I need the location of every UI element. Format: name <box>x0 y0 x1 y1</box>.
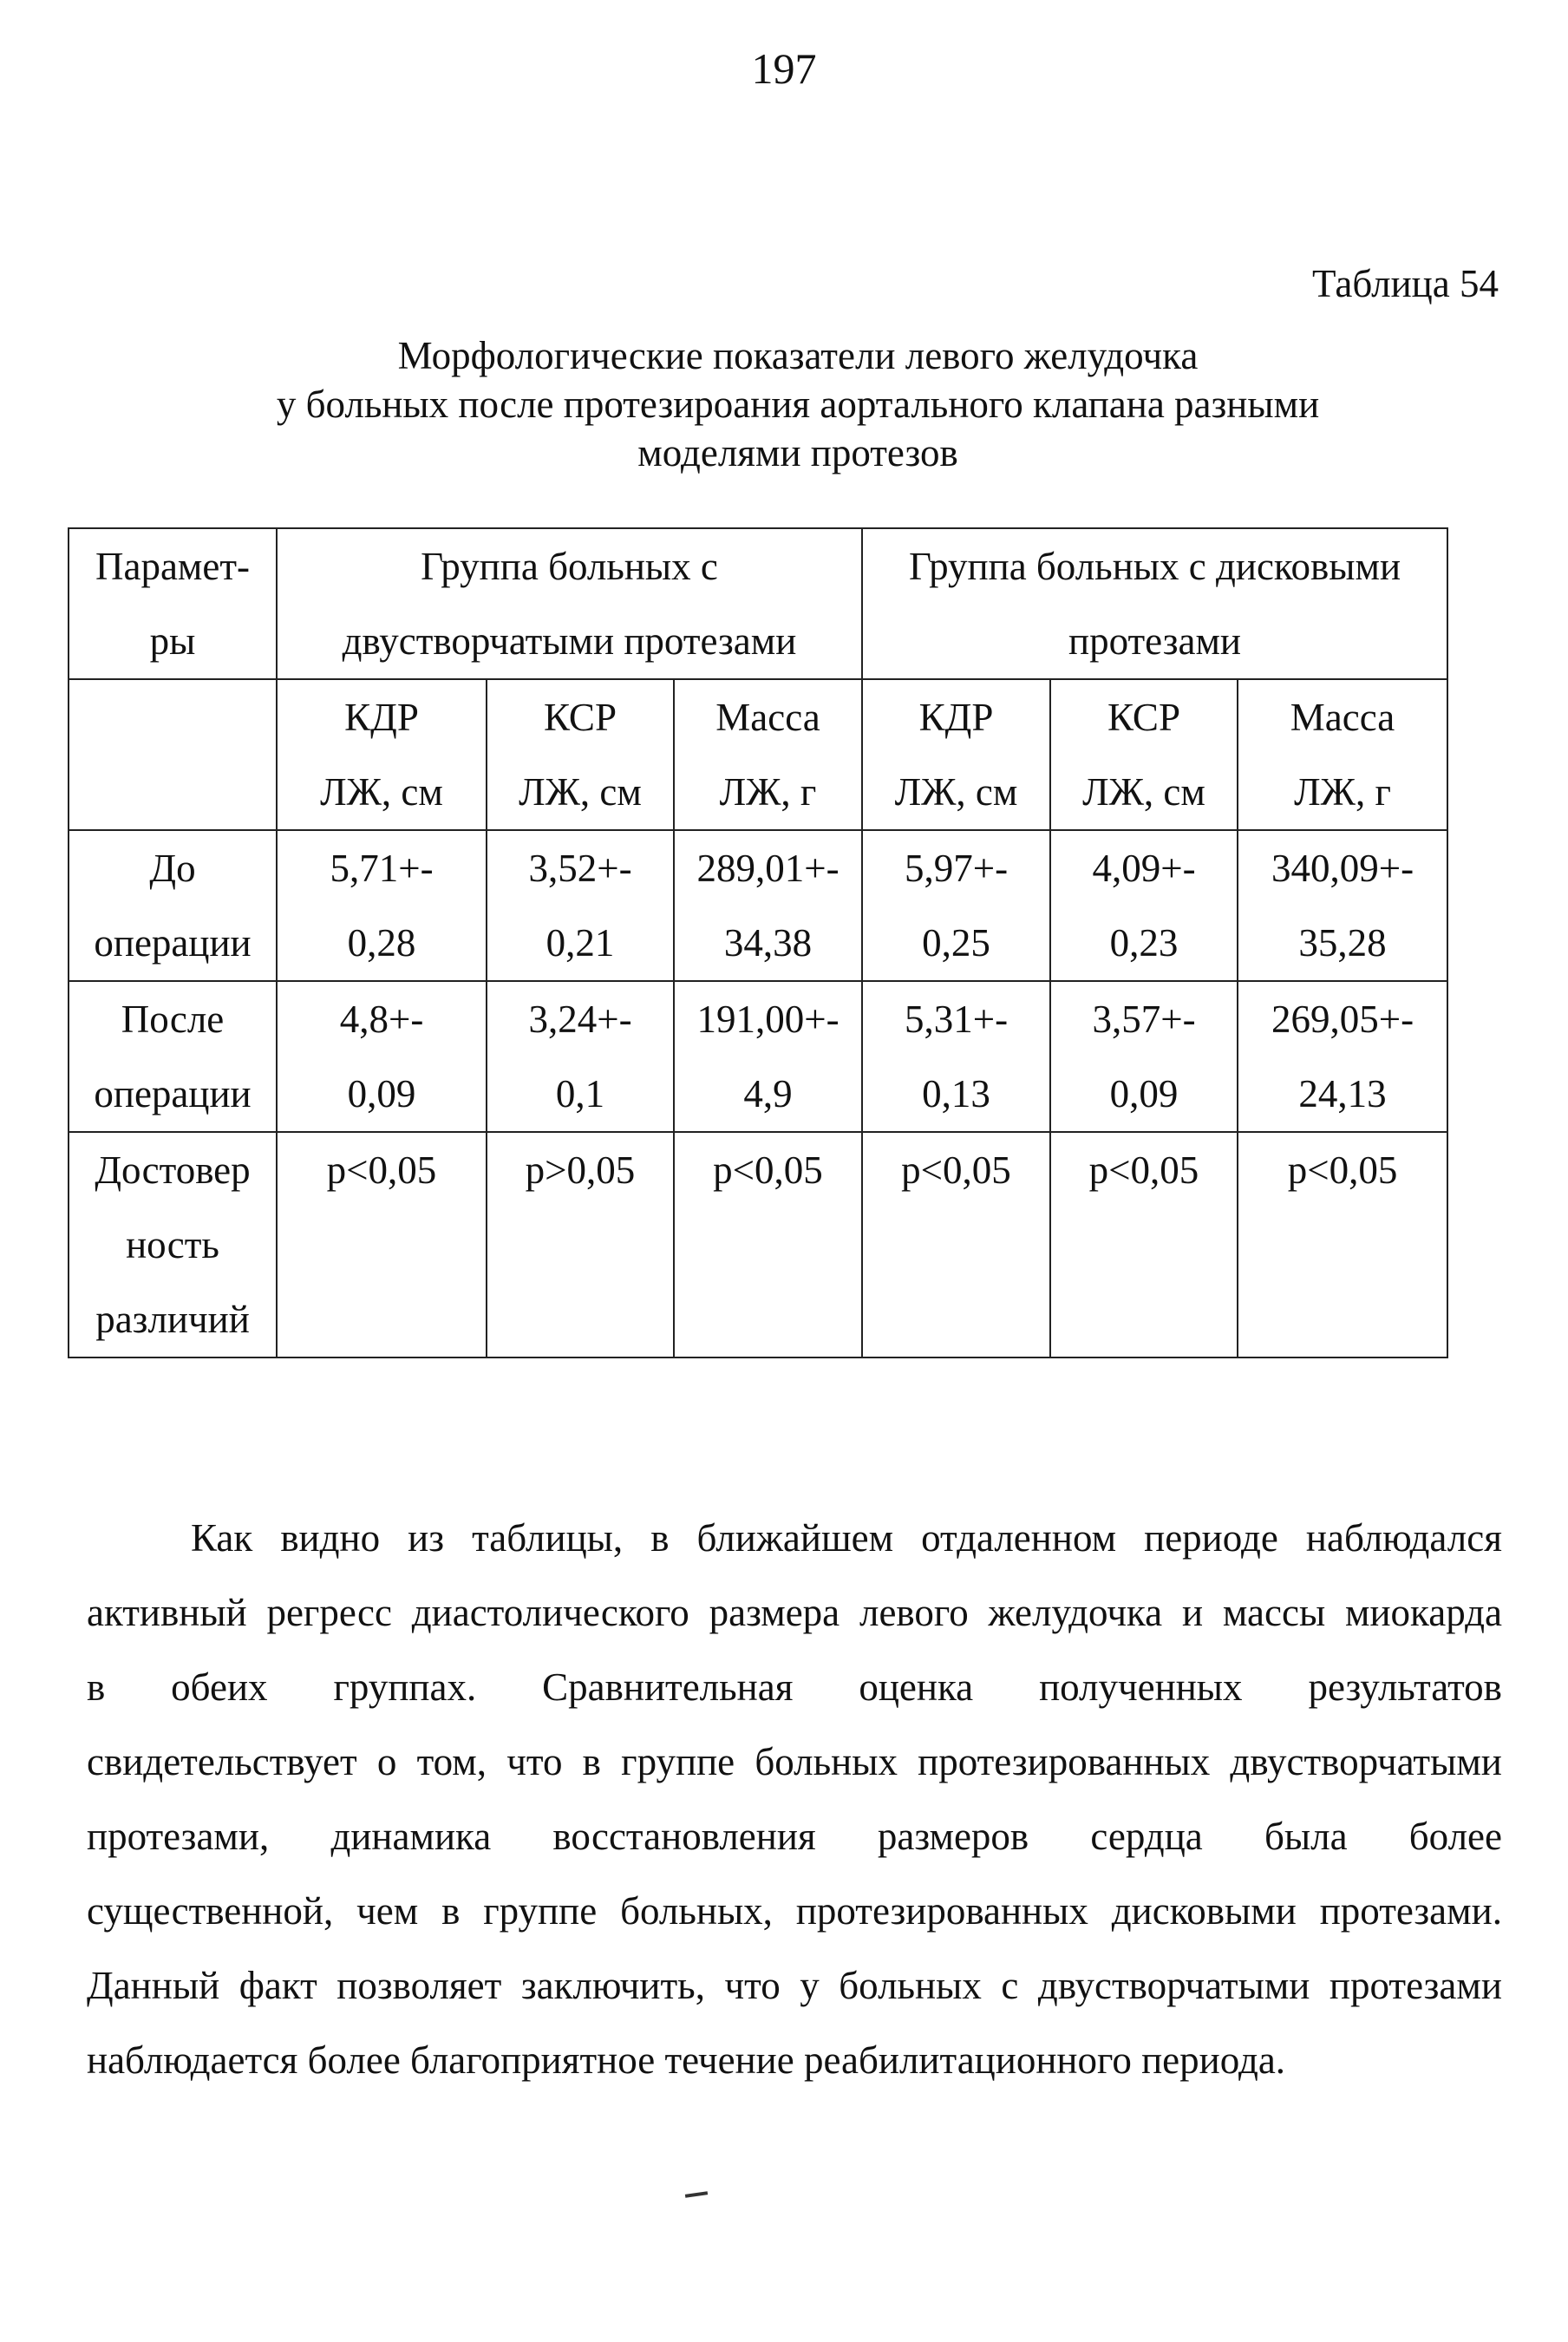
value-cell <box>487 830 674 981</box>
cell-line: различий <box>95 1298 250 1341</box>
cell-line: ры <box>149 619 196 663</box>
paragraph-word: миокарда <box>1345 1591 1502 1634</box>
value-cell <box>1238 981 1447 1132</box>
empty-cell <box>69 679 277 830</box>
paragraph-word: динамика <box>330 1815 492 1858</box>
cell-line: 4,8+- <box>339 998 424 1041</box>
table-header-row <box>69 528 1447 679</box>
cell-line: После <box>121 998 225 1041</box>
value-cell <box>674 830 862 981</box>
paragraph-word: была <box>1264 1815 1348 1858</box>
value-cell <box>1050 981 1238 1132</box>
cell-line: p<0,05 <box>1287 1148 1398 1192</box>
paragraph-word: протезированных <box>795 1889 1088 1933</box>
paragraph-word: в <box>582 1740 601 1783</box>
cell-line: 24,13 <box>1298 1072 1387 1115</box>
paragraph-word: активный <box>87 1591 247 1634</box>
cell-line: Масса <box>715 696 820 739</box>
paragraph-word: из <box>408 1516 445 1560</box>
cell-line: p>0,05 <box>525 1148 636 1192</box>
paragraph-word: протезами, <box>87 1815 270 1858</box>
paragraph-word: размеров <box>877 1815 1029 1858</box>
paragraph-word: протезированных <box>918 1740 1211 1783</box>
cell-line: 0,09 <box>1109 1072 1179 1115</box>
paragraph-line <box>87 1874 1502 1948</box>
cell-line: 3,52+- <box>528 847 632 890</box>
cell-line: 0,1 <box>555 1072 605 1115</box>
cell-line: p<0,05 <box>901 1148 1011 1192</box>
cell-line: 0,25 <box>922 921 990 965</box>
param-header-cell <box>69 528 277 679</box>
cell-line: До <box>149 847 196 890</box>
table-subheader-row <box>69 679 1447 830</box>
paragraph-word: группе <box>483 1889 598 1933</box>
paragraph-word: двустворчатыми <box>1037 1964 1310 2007</box>
cell-line: 0,09 <box>347 1072 416 1115</box>
paragraph-word: оценка <box>859 1665 974 1709</box>
cell-line: 3,57+- <box>1092 998 1196 1041</box>
cell-line: ЛЖ, см <box>894 770 1018 814</box>
paragraph-word: больных, <box>620 1889 773 1933</box>
paragraph-word: о <box>376 1740 397 1783</box>
paragraph-word: желудочка <box>988 1591 1163 1634</box>
table-row <box>69 981 1447 1132</box>
paragraph-line <box>87 1575 1502 1650</box>
paragraph-word: существенной, <box>87 1889 334 1933</box>
paragraph-word: диастолического <box>411 1591 689 1634</box>
paragraph-word: в <box>87 1665 106 1709</box>
paragraph-line <box>87 1799 1502 1874</box>
group-header-bileaflet <box>277 528 862 679</box>
value-cell <box>862 981 1050 1132</box>
cell-line: операции <box>94 921 252 965</box>
paragraph-word: двустворчатыми <box>1230 1740 1502 1783</box>
paragraph-word: полученных <box>1039 1665 1243 1709</box>
data-table <box>68 527 1448 1358</box>
cell-line: ЛЖ, см <box>519 770 642 814</box>
subheader-cell <box>1238 679 1447 830</box>
paragraph-word: обеих <box>171 1665 268 1709</box>
value-cell <box>277 1132 487 1357</box>
cell-line: Парамет- <box>95 545 251 588</box>
paragraph-word: отдаленном <box>921 1516 1117 1560</box>
cell-line: КСР <box>544 696 617 739</box>
cell-line: 0,28 <box>347 921 416 965</box>
paragraph-word: ближайшем <box>696 1516 894 1560</box>
page-number: 197 <box>751 44 817 93</box>
paragraph-word: с <box>1001 1964 1019 2007</box>
paragraph-word: группе <box>621 1740 735 1783</box>
paragraph-line <box>87 1650 1502 1724</box>
subheader-cell <box>862 679 1050 830</box>
paragraph-word: заключить, <box>520 1964 705 2007</box>
paragraph-word: том, <box>416 1740 487 1783</box>
cell-line: Группа больных с <box>421 545 718 588</box>
value-cell <box>277 830 487 981</box>
subheader-cell <box>487 679 674 830</box>
paragraph-line <box>87 2023 1502 2097</box>
value-cell <box>674 981 862 1132</box>
value-cell <box>862 830 1050 981</box>
cell-line: 269,05+- <box>1271 998 1414 1041</box>
table-caption <box>199 331 1396 477</box>
cell-line: операции <box>94 1072 252 1115</box>
cell-line: ЛЖ, г <box>719 770 817 814</box>
value-cell <box>487 981 674 1132</box>
cell-line: 4,9 <box>743 1072 793 1115</box>
table-label: Таблица 54 <box>1312 262 1499 305</box>
paragraph-word: и <box>1181 1591 1204 1634</box>
row-label-cell <box>69 1132 277 1357</box>
cell-line: двустворчатыми протезами <box>342 619 797 663</box>
cell-line: 0,23 <box>1109 921 1179 965</box>
paragraph-word: в <box>441 1889 461 1933</box>
cell-line: КДР <box>344 696 419 739</box>
value-cell <box>1238 1132 1447 1357</box>
paragraph-line <box>87 1948 1502 2023</box>
value-cell <box>487 1132 674 1357</box>
paragraph-word: дисковыми <box>1111 1889 1297 1933</box>
cell-line: ЛЖ, г <box>1294 770 1391 814</box>
group-header-disc <box>862 528 1447 679</box>
subheader-cell <box>277 679 487 830</box>
paragraph-word: видно <box>280 1516 381 1560</box>
paragraph-word: размера <box>709 1591 840 1634</box>
cell-line: p<0,05 <box>713 1148 823 1192</box>
cell-line: 340,09+- <box>1271 847 1414 890</box>
cell-line: ЛЖ, см <box>320 770 443 814</box>
paragraph-word: Данный <box>87 1964 220 2007</box>
paragraph-word: в <box>650 1516 670 1560</box>
paragraph-word: регресс <box>266 1591 392 1634</box>
paragraph-word: что <box>724 1964 781 2007</box>
paragraph-word: у <box>800 1964 820 2007</box>
cell-line: 4,09+- <box>1092 847 1196 890</box>
value-cell <box>1050 1132 1238 1357</box>
value-cell <box>1238 830 1447 981</box>
cell-line: 34,38 <box>723 921 813 965</box>
paragraph-word: что <box>506 1740 563 1783</box>
paragraph-word: левого <box>859 1591 969 1634</box>
cell-line: Масса <box>1290 696 1395 739</box>
cell-line: 5,71+- <box>330 847 434 890</box>
paragraph-word: чем <box>356 1889 419 1933</box>
cell-line: протезами <box>1068 619 1241 663</box>
cell-line: Достовер <box>95 1148 251 1192</box>
row-label-cell <box>69 981 277 1132</box>
cell-line: КДР <box>918 696 994 739</box>
paragraph-word: протезами <box>1329 1964 1502 2007</box>
table-row <box>69 830 1447 981</box>
paragraph-word: наблюдался <box>1305 1516 1502 1560</box>
paragraph-word: больных <box>839 1964 982 2007</box>
cell-line: 289,01+- <box>696 847 840 890</box>
paragraph-word: больных <box>755 1740 898 1783</box>
cell-line: ЛЖ, см <box>1082 770 1205 814</box>
scan-mark <box>685 2191 708 2198</box>
paragraph-word: восстановления <box>552 1815 816 1858</box>
cell-line: 3,24+- <box>528 998 632 1041</box>
cell-line: 0,21 <box>546 921 615 965</box>
paragraph-word: более <box>1408 1815 1502 1858</box>
value-cell <box>277 981 487 1132</box>
cell-line: 35,28 <box>1298 921 1387 965</box>
paragraph-word: факт <box>238 1964 317 2007</box>
row-label-cell <box>69 830 277 981</box>
paragraph-line <box>87 1724 1502 1799</box>
paragraph-word: таблицы, <box>472 1516 624 1560</box>
paragraph-word: результатов <box>1308 1665 1502 1709</box>
caption-line: у больных после протезироания аортального клапана разными <box>276 383 1320 426</box>
paragraph-line <box>87 1501 1502 1575</box>
paragraph-word: сердца <box>1090 1815 1203 1858</box>
paragraph-word: группах. <box>333 1665 477 1709</box>
paragraph-word: позволяет <box>336 1964 502 2007</box>
cell-line: 5,31+- <box>904 998 1009 1041</box>
cell-line: p<0,05 <box>1088 1148 1199 1192</box>
paragraph-word: периоде <box>1144 1516 1278 1560</box>
paragraph-word: Сравнительная <box>542 1665 794 1709</box>
cell-line: 0,13 <box>922 1072 990 1115</box>
cell-line: 5,97+- <box>904 847 1009 890</box>
paragraph-text: наблюдается более благоприятное течение реабилитационного периода. <box>87 2038 1286 2082</box>
value-cell <box>862 1132 1050 1357</box>
paragraph-word: массы <box>1222 1591 1326 1634</box>
cell-line: 191,00+- <box>696 998 840 1041</box>
paragraph-word: свидетельствует <box>87 1740 357 1783</box>
subheader-cell <box>1050 679 1238 830</box>
paragraph-word: Как <box>191 1516 253 1560</box>
cell-line: p<0,05 <box>326 1148 437 1192</box>
cell-line: КСР <box>1107 696 1180 739</box>
caption-line: моделями протезов <box>637 431 958 474</box>
subheader-cell <box>674 679 862 830</box>
paragraph-word: протезами. <box>1319 1889 1502 1933</box>
cell-line: Группа больных с дисковыми <box>908 545 1401 588</box>
body-paragraph <box>87 1501 1502 2097</box>
value-cell <box>1050 830 1238 981</box>
table-row <box>69 1132 1447 1357</box>
value-cell <box>674 1132 862 1357</box>
cell-line: ность <box>126 1223 219 1266</box>
caption-line: Морфологические показатели левого желудочка <box>397 334 1199 377</box>
